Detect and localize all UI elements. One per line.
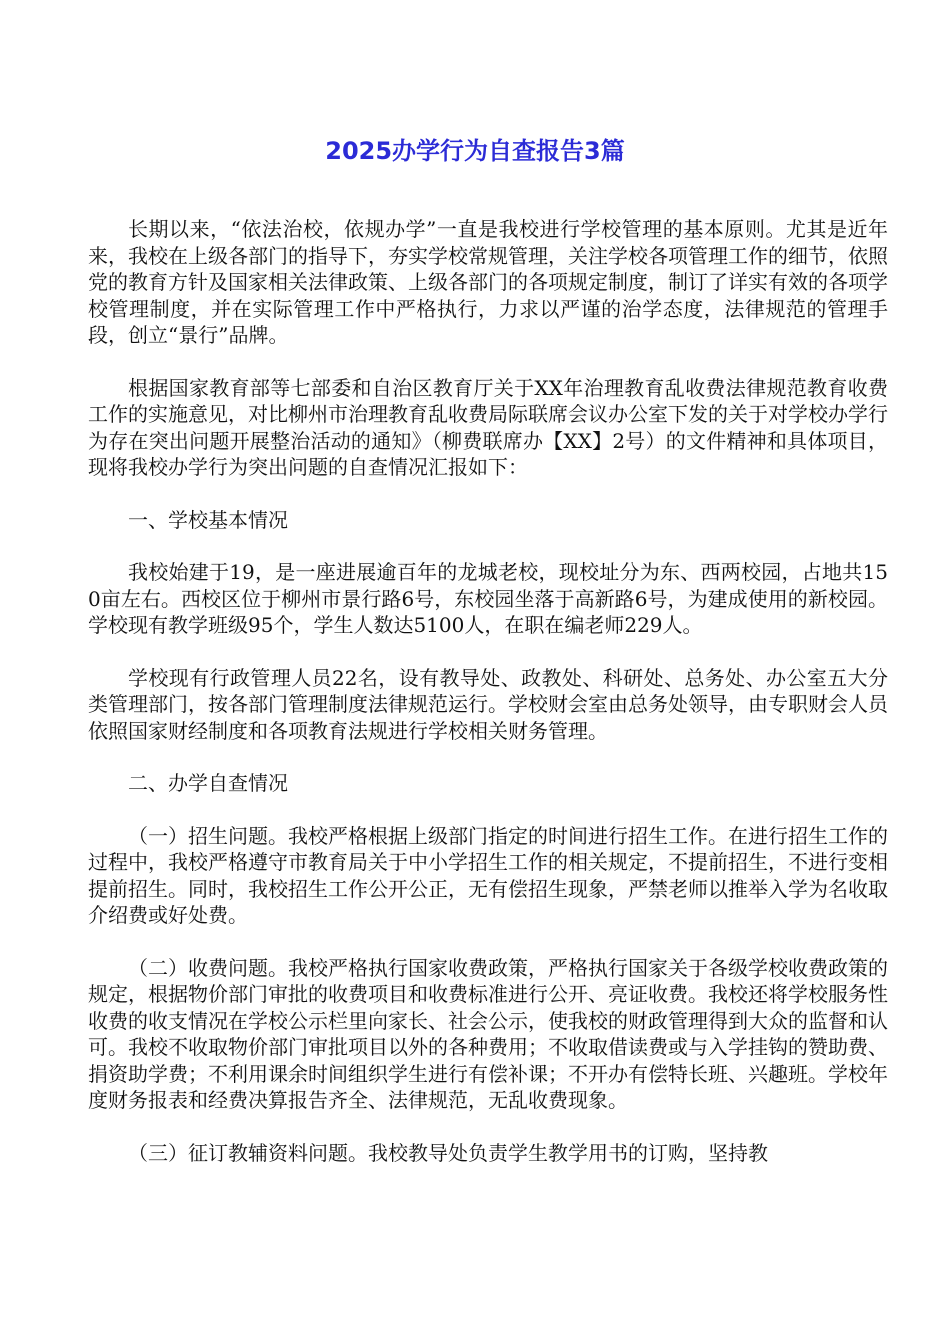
paragraph-fees: （二）收费问题。我校严格执行国家收费政策，严格执行国家关于各级学校收费政策的规定，根据物价部门审批的收费项目和收费标准进行公开、亮证收费。我校还将学校服务性收费的收支情况在学校公示栏里向家长、社会公示，使我校的财政管理得到大众的监督和认可。我校不收取物价部门审批项目以外的各种费用；不收取借读费或与入学挂钩的赞助费、捐资助学费；不利用课余时间组织学生进行有偿补课；不开办有偿特长班、兴趣班。学校年度财务报表和经费决算报告齐全、法律规范，无乱收费现象。 bbox=[88, 955, 888, 1112]
section-heading-self-check: 二、办学自查情况 bbox=[128, 771, 288, 795]
paragraph-basis: 根据国家教育部等七部委和自治区教育厅关于XX年治理教育乱收费法律规范教育收费工作的实施意见，对比柳州市治理教育乱收费局际联席会议办公室下发的关于对学校办学行为存在突出问题开展整治活动的通知》（柳费联席办【XX】2号）的文件精神和具体项目，现将我校办学行为突出问题的自查情况汇报如下： bbox=[88, 375, 888, 479]
paragraph-administration: 学校现有行政管理人员22名，设有教导处、政教处、科研处、总务处、办公室五大分类管理部门，按各部门管理制度法律规范运行。学校财会室由总务处领导，由专职财会人员依照国家财经制度和各项教育法规进行学校相关财务管理。 bbox=[88, 665, 888, 743]
paragraph-materials: （三）征订教辅资料问题。我校教导处负责学生教学用书的订购，坚持教 bbox=[128, 1140, 768, 1165]
paragraph-school-history: 我校始建于19，是一座进展逾百年的龙城老校，现校址分为东、西两校园，占地共150亩左右。西校区位于柳州市景行路6号，东校园坐落于高新路6号，为建成使用的新校园。学校现有教学班级95个，学生人数达5100人，在职在编老师229人。 bbox=[88, 560, 888, 637]
paragraph-enrollment: （一）招生问题。我校严格根据上级部门指定的时间进行招生工作。在进行招生工作的过程中，我校严格遵守市教育局关于中小学招生工作的相关规定，不提前招生，不进行变相提前招生。同时，我校招生工作公开公正，无有偿招生现象，严禁老师以推举入学为名收取介绍费或好处费。 bbox=[88, 823, 888, 927]
section-heading-basic-info: 一、学校基本情况 bbox=[128, 507, 288, 532]
document-title: 2025办学行为自查报告3篇 bbox=[325, 137, 625, 165]
document-body bbox=[88, 216, 888, 1192]
paragraph-intro: 长期以来，“依法治校，依规办学”一直是我校进行学校管理的基本原则。尤其是近年来，我校在上级各部门的指导下，夯实学校常规管理，关注学校各项管理工作的细节，依照党的教育方针及国家相关法律政策、上级各部门的各项规定制度，制订了详实有效的各项学校管理制度，并在实际管理工作中严格执行，力求以严谨的治学态度，法律规范的管理手段，创立“景行”品牌。 bbox=[88, 217, 888, 347]
